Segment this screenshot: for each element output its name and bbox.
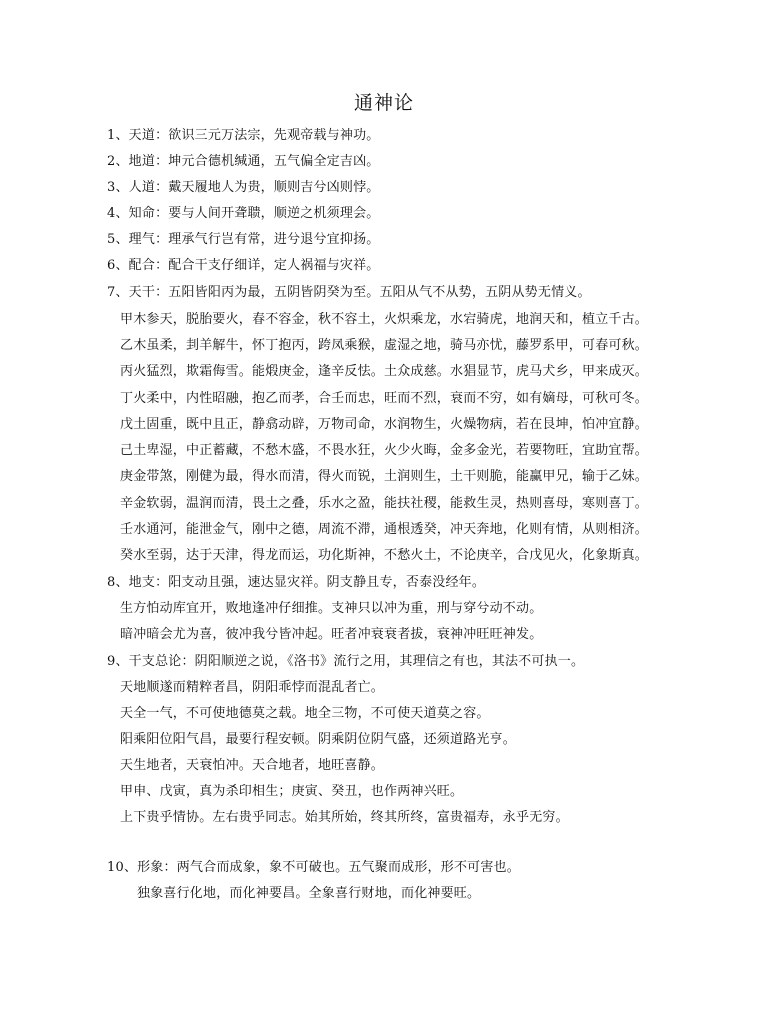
text-line: 甲木参天，脱胎要火，春不容金，秋不容土，火炽乘龙，水宕骑虎，地润天和，植立千古。 <box>120 312 649 327</box>
text-line: 上下贵乎情协。左右贵乎同志。始其所始，终其所终，富贵福寿，永乎无穷。 <box>120 810 569 825</box>
text-line: 独象喜行化地，而化神要昌。全象喜行财地，而化神要旺。 <box>137 886 481 901</box>
text-line: 9、干支总论：阴阳顺逆之说，《洛书》流行之用，其理信之有也，其法不可执一。 <box>107 654 585 669</box>
text-line: 2、地道：坤元合德机缄通，五气偏全定吉凶。 <box>107 154 380 169</box>
text-line: 戊土固重，既中且正，静翕动辟，万物司命，水润物生，火燥物病，若在艮坤，怕冲宜静。 <box>120 417 649 432</box>
text-line: 天全一气，不可使地德莫之载。地全三物，不可使天道莫之容。 <box>120 706 490 721</box>
text-line: 7、天干：五阳皆阳丙为最，五阴皆阴癸为至。五阳从气不从势，五阴从势无情义。 <box>107 285 591 300</box>
text-line: 阳乘阳位阳气昌，最要行程安顿。阴乘阴位阴气盛，还须道路光亨。 <box>120 732 517 747</box>
text-line: 3、人道：戴天履地人为贵，顺则吉兮凶则悖。 <box>107 180 380 195</box>
text-line: 甲申、戊寅，真为杀印相生；庚寅、癸丑，也作两神兴旺。 <box>120 784 464 799</box>
text-line: 4、知命：要与人间开聋聩，顺逆之机须理会。 <box>107 206 380 221</box>
text-line: 生方怕动库宜开，败地逢冲仔细推。支神只以冲为重，刑与穿兮动不动。 <box>120 601 543 616</box>
text-line: 壬水通河，能泄金气，刚中之德，周流不滞，通根透癸，冲天奔地，化则有情，从则相济。 <box>120 522 649 537</box>
page-title: 通神论 <box>353 92 414 114</box>
text-line: 庚金带煞，刚健为最，得水而清，得火而锐，土润则生，土干则脆，能赢甲兄，输于乙妹。 <box>120 469 649 484</box>
text-line: 1、天道：欲识三元万法宗，先观帝载与神功。 <box>107 128 380 143</box>
text-line: 癸水至弱，达于天津，得龙而运，功化斯神，不愁火土，不论庚辛，合戊见火，化象斯真。 <box>120 548 649 563</box>
text-line: 天生地者，天衰怕冲。天合地者，地旺喜静。 <box>120 758 385 773</box>
text-line: 暗冲暗会尤为喜，彼冲我兮皆冲起。旺者冲衰衰者拔，衰神冲旺旺神发。 <box>120 627 543 642</box>
text-line: 5、理气：理承气行岂有常，进兮退兮宜抑扬。 <box>107 232 380 247</box>
text-line: 己土卑湿，中正蓄藏，不愁木盛，不畏水狂，火少火晦，金多金光，若要物旺，宜助宜帮。 <box>120 443 649 458</box>
text-line: 10、形象：两气合而成象，象不可破也。五气聚而成形，形不可害也。 <box>107 860 520 875</box>
text-line: 天地顺遂而精粹者昌，阴阳乖悖而混乱者亡。 <box>120 680 385 695</box>
text-line: 丙火猛烈，欺霜侮雪。能煅庚金，逢辛反怯。土众成慈。水猖显节，虎马犬乡，甲来成灭。 <box>120 364 649 379</box>
text-line: 丁火柔中，内性昭融，抱乙而孝，合壬而忠，旺而不烈，衰而不穷，如有嫡母，可秋可冬。 <box>120 391 649 406</box>
text-line: 6、配合：配合干支仔细详，定人祸福与灾祥。 <box>107 258 380 273</box>
text-line: 8、地支：阳支动且强，速达显灾祥。阴支静且专，否泰没经年。 <box>107 575 486 590</box>
text-line: 乙木虽柔，刲羊解牛，怀丁抱丙，跨凤乘猴，虚湿之地，骑马亦忧，藤罗系甲，可春可秋。 <box>120 338 649 353</box>
text-line: 辛金软弱，温润而清，畏土之叠，乐水之盈，能扶社稷，能救生灵，热则喜母，寒则喜丁。 <box>120 496 649 511</box>
